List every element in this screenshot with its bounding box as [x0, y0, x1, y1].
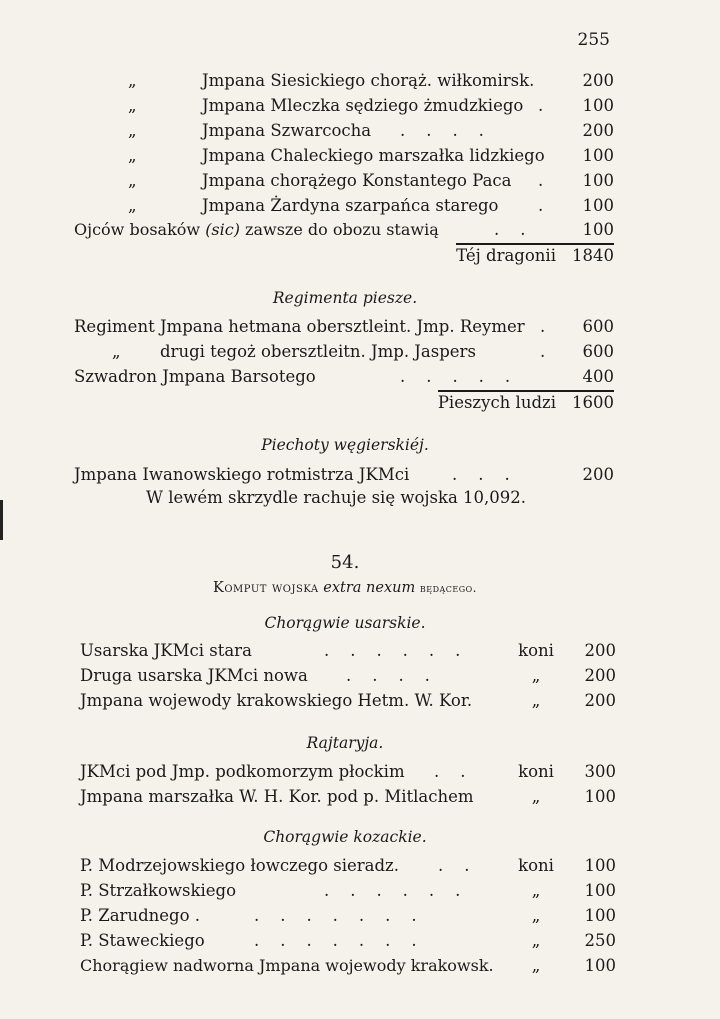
- entry-unit: „: [531, 881, 541, 900]
- entry-value: 100: [582, 220, 614, 239]
- entry-text: Regiment Jmpana hetmana obersztleint. Jmp. Reymer: [74, 317, 525, 336]
- sic-note: (sic): [205, 220, 240, 239]
- entry-text: Jmpana Chaleckiego marszałka lidzkiego: [202, 146, 545, 165]
- leader-dots: . . . . . . .: [254, 931, 417, 950]
- leader-dots: .: [538, 196, 544, 215]
- entry-value: 100: [584, 856, 616, 875]
- list-item: [74, 145, 614, 167]
- list-item: [74, 341, 614, 363]
- entry-value: 250: [584, 931, 616, 950]
- entry-value: 100: [584, 787, 616, 806]
- subtotal-row: [438, 390, 614, 414]
- leader-dots: . . . .: [346, 666, 430, 685]
- list-item: [74, 95, 614, 117]
- entry-unit: „: [531, 787, 541, 806]
- list-item: [80, 786, 616, 808]
- entry-text: Usarska JKMci stara: [80, 641, 252, 660]
- list-item: [74, 120, 614, 142]
- entry-text: JKMci pod Jmp. podkomorzym płockim: [80, 762, 405, 781]
- entry-unit: „: [531, 691, 541, 710]
- entry-value: 200: [584, 641, 616, 660]
- entry-text: P. Zarudnego .: [80, 906, 201, 925]
- subtotal-value: 1840: [572, 246, 614, 265]
- entry-text: [74, 219, 439, 241]
- list-item: [74, 366, 614, 388]
- list-item: [80, 665, 616, 687]
- entry-text: Jmpana Mleczka sędziego żmudzkiego: [202, 96, 524, 115]
- entry-text: Jmpana Szwarcocha: [202, 121, 372, 140]
- leader-dots: . .: [438, 856, 470, 875]
- entry-value: 100: [584, 881, 616, 900]
- ditto-mark: „: [128, 71, 137, 90]
- list-item: [74, 195, 614, 217]
- entry-text: P. Staweckiego: [80, 931, 205, 950]
- entry-value: 200: [584, 691, 616, 710]
- list-item: [74, 219, 614, 241]
- subtotal-label: Téj dragonii: [456, 246, 556, 265]
- ditto-mark: „: [128, 196, 137, 215]
- leader-dots: . .: [434, 762, 466, 781]
- section-number: 54.: [330, 552, 360, 573]
- section-heading: Chorągwie kozackie.: [263, 828, 427, 846]
- ditto-mark: „: [128, 171, 137, 190]
- entry-unit: koni: [518, 856, 554, 875]
- entry-text-a: Ojców bosaków: [74, 220, 206, 239]
- leader-dots: . . . . . .: [324, 641, 461, 660]
- entry-value: 200: [582, 71, 614, 90]
- entry-text: Chorągiew nadworna Jmpana wojewody krakowsk.: [80, 956, 494, 975]
- summary-note: W lewém skrzydle rachuje się wojska 10,092.: [146, 488, 527, 507]
- list-item: [74, 464, 614, 486]
- entry-value: 100: [582, 146, 614, 165]
- section-heading: Piechoty węgierskiéj.: [261, 436, 429, 454]
- subtotal-value: 1600: [572, 393, 614, 412]
- entry-text: P. Strzałkowskiego: [80, 881, 237, 900]
- list-item: [80, 640, 616, 662]
- entry-value: 300: [584, 762, 616, 781]
- list-item: [80, 880, 616, 902]
- entry-unit: „: [531, 956, 541, 975]
- leader-dots: . . . . .: [400, 367, 511, 386]
- leader-dots: . . . .: [400, 121, 484, 140]
- section-title: [0, 580, 690, 596]
- entry-value: 100: [584, 956, 616, 975]
- entry-unit: koni: [518, 641, 554, 660]
- entry-value: 100: [582, 96, 614, 115]
- page-edge-mark: [0, 500, 3, 540]
- title-suffix: będącego.: [419, 581, 477, 595]
- entry-value: 200: [582, 465, 614, 484]
- leader-dots: .: [540, 342, 546, 361]
- page-number: 255: [577, 30, 610, 50]
- subtotal-label: Pieszych ludzi: [437, 393, 556, 412]
- entry-value: 100: [582, 171, 614, 190]
- title-italic: extra nexum: [323, 580, 416, 596]
- list-item: [74, 170, 614, 192]
- entry-value: 200: [584, 666, 616, 685]
- leader-dots: . .: [494, 220, 526, 239]
- entry-unit: „: [531, 666, 541, 685]
- subtotal-row: [456, 243, 614, 267]
- entry-value: 100: [584, 906, 616, 925]
- section-heading: Rajtaryja.: [306, 734, 384, 752]
- list-item: [80, 905, 616, 927]
- entry-text: Jmpana marszałka W. H. Kor. pod p. Mitlachem: [80, 787, 474, 806]
- ditto-mark: „: [128, 146, 137, 165]
- ditto-mark: „: [128, 96, 137, 115]
- list-item: [74, 70, 614, 92]
- entry-value: 200: [582, 121, 614, 140]
- list-item: [74, 316, 614, 338]
- entry-text: Jmpana Żardyna szarpańca starego: [202, 196, 499, 215]
- entry-text-b: zawsze do obozu stawią: [239, 220, 439, 239]
- entry-text: Druga usarska JKMci nowa: [80, 666, 308, 685]
- section-heading: Chorągwie usarskie.: [264, 614, 426, 632]
- entry-value: 600: [582, 317, 614, 336]
- entry-unit: koni: [518, 762, 554, 781]
- leader-dots: .: [538, 96, 544, 115]
- list-item: [80, 955, 616, 977]
- entry-value: 100: [582, 196, 614, 215]
- ditto-mark: „: [128, 121, 137, 140]
- ditto-mark: „: [112, 342, 121, 361]
- leader-dots: .: [540, 317, 546, 336]
- list-item: [80, 690, 616, 712]
- title-prefix: Komput wojska: [213, 580, 319, 596]
- entry-text: Jmpana Siesickiego chorąż. wiłkomirsk.: [202, 71, 535, 90]
- entry-text: Szwadron Jmpana Barsotego: [74, 367, 316, 386]
- entry-value: 600: [582, 342, 614, 361]
- entry-value: 400: [582, 367, 614, 386]
- entry-text: Jmpana wojewody krakowskiego Hetm. W. Kor.: [80, 691, 473, 710]
- leader-dots: . . . . . .: [324, 881, 461, 900]
- entry-text: drugi tegoż obersztleitn. Jmp. Jaspers: [160, 342, 476, 361]
- entry-text: Jmpana chorążego Konstantego Paca: [202, 171, 512, 190]
- entry-unit: „: [531, 931, 541, 950]
- entry-text: Jmpana Iwanowskiego rotmistrza JKMci: [74, 465, 410, 484]
- section-heading: Regimenta piesze.: [272, 289, 418, 307]
- leader-dots: . . .: [452, 465, 510, 484]
- leader-dots: . . . . . . .: [254, 906, 417, 925]
- list-item: [80, 855, 616, 877]
- list-item: [80, 930, 616, 952]
- leader-dots: .: [538, 171, 544, 190]
- entry-text: P. Modrzejowskiego łowczego sieradz.: [80, 856, 399, 875]
- list-item: [80, 761, 616, 783]
- entry-unit: „: [531, 906, 541, 925]
